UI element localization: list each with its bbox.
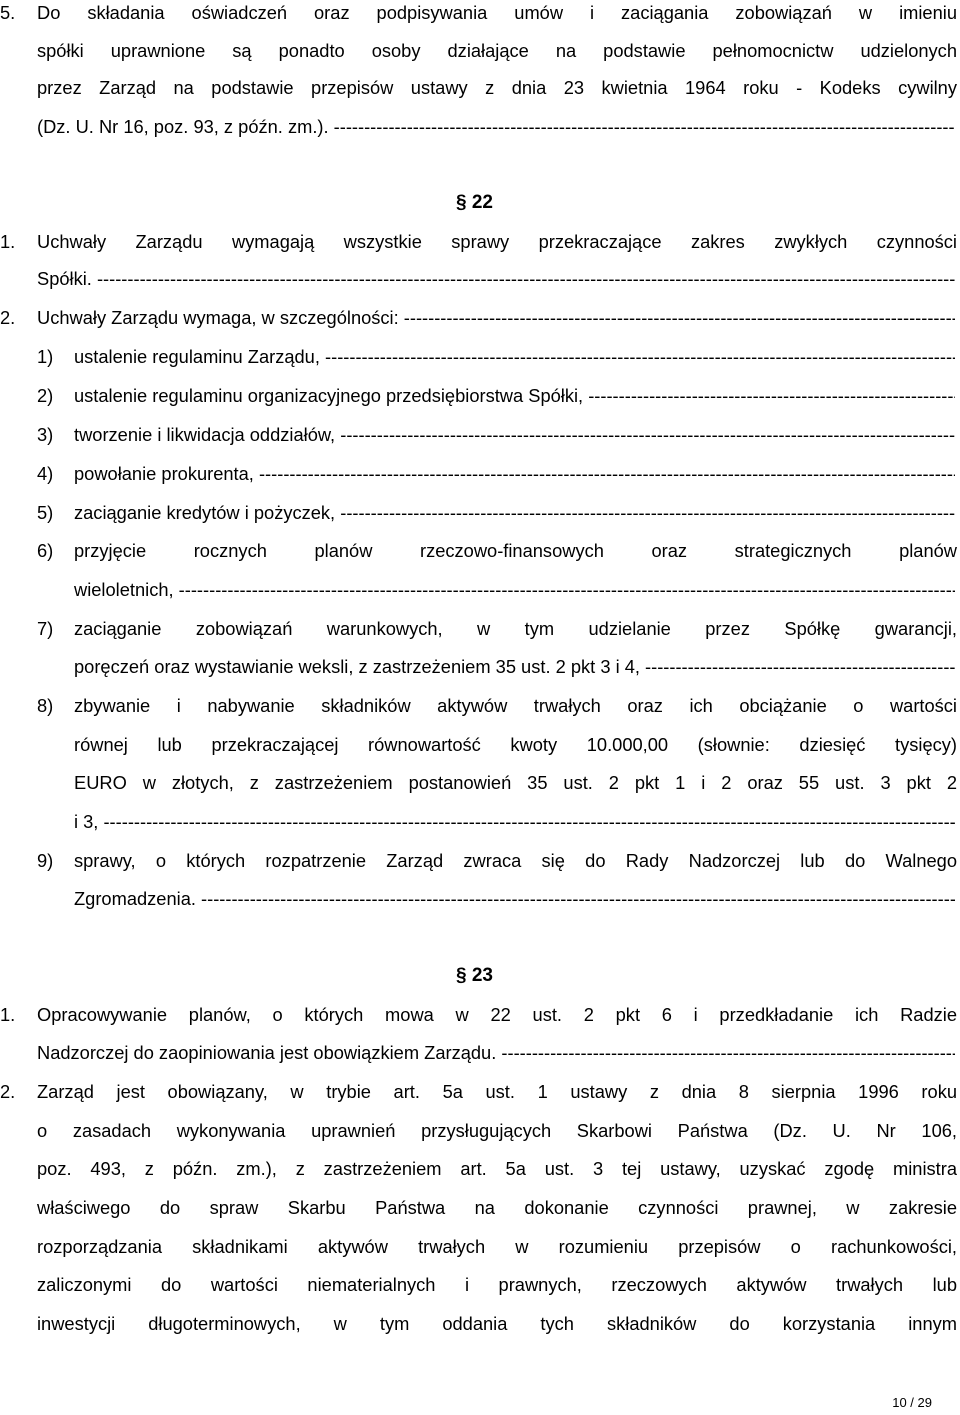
list-item-number: 8) <box>37 695 54 716</box>
list-item: zaciąganie kredytów i pożyczek, ----- <box>74 502 955 524</box>
text-line: Uchwały Zarządu wymaga, w szczególności: ----- <box>37 307 955 329</box>
list-item-number: 2) <box>37 385 54 406</box>
list-item: wieloletnich, ----- <box>74 579 955 601</box>
section-number: 23 <box>471 965 493 986</box>
list-item-number: 9) <box>37 850 54 871</box>
list-item-number: 6) <box>37 540 54 561</box>
text-line: Zarząd jest obowiązany, w trybie art. 5a ust. 1 ustawy z dnia 8 sierpnia 1996 roku <box>37 1081 957 1102</box>
list-item: powołanie prokurenta, ----- <box>74 463 955 485</box>
list-item: tworzenie i likwidacja oddziałów, ----- <box>74 424 955 446</box>
list-item: równej lub przekraczającej równowartość kwoty 10.000,00 (słownie: dziesięć tysięcy) <box>74 734 957 755</box>
paragraph-number: 2. <box>0 1081 16 1102</box>
list-item-number: 4) <box>37 463 54 484</box>
text-line: Uchwały Zarządu wymagają wszystkie sprawy przekraczające zakres zwykłych czynności <box>37 231 957 252</box>
list-item: zbywanie i nabywanie składników aktywów trwałych oraz ich obciążanie o wartości <box>74 695 957 716</box>
paragraph-number: 1. <box>0 1004 16 1025</box>
text-line: przez Zarząd na podstawie przepisów ustawy z dnia 23 kwietnia 1964 roku - Kodeks cywilny <box>37 77 957 98</box>
list-item: i 3, ----- <box>74 811 955 833</box>
paragraph-number: 2. <box>0 307 16 328</box>
text-line: spółki uprawnione są ponadto osoby działające na podstawie pełnomocnictw udzielonych <box>37 40 957 61</box>
text-line: Opracowywanie planów, o których mowa w 22 ust. 2 pkt 6 i przedkładanie ich Radzie <box>37 1004 957 1025</box>
list-item: ustalenie regulaminu Zarządu, ----- <box>74 346 955 368</box>
section-sign: § <box>456 965 467 986</box>
list-item: poręczeń oraz wystawianie weksli, z zastrzeżeniem 35 ust. 2 pkt 3 i 4, ----- <box>74 656 955 678</box>
text-line: Nadzorczej do zaopiniowania jest obowiązkiem Zarządu. ----- <box>37 1042 955 1064</box>
paragraph-number: 1. <box>0 231 16 252</box>
list-item-number: 1) <box>37 346 54 367</box>
section-heading <box>456 192 493 214</box>
list-item: EURO w złotych, z zastrzeżeniem postanowień 35 ust. 2 pkt 1 i 2 oraz 55 ust. 3 pkt 2 <box>74 772 957 793</box>
text-line: rozporządzania składnikami aktywów trwałych w rozumieniu przepisów o rachunkowości, <box>37 1236 957 1257</box>
section-sign: § <box>456 192 467 213</box>
list-item: zaciąganie zobowiązań warunkowych, w tym udzielanie przez Spółkę gwarancji, <box>74 618 957 639</box>
list-item: przyjęcie rocznych planów rzeczowo-finansowych oraz strategicznych planów <box>74 540 957 561</box>
list-item: ustalenie regulaminu organizacyjnego przedsiębiorstwa Spółki, ----- <box>74 385 955 407</box>
text-line: poz. 493, z późn. zm.), z zastrzeżeniem art. 5a ust. 3 tej ustawy, uzyskać zgodę ministra <box>37 1158 957 1179</box>
section-heading <box>456 965 493 987</box>
text-line: właściwego do spraw Skarbu Państwa na dokonanie czynności prawnej, w zakresie <box>37 1197 957 1218</box>
text-line: o zasadach wykonywania uprawnień przysługujących Skarbowi Państwa (Dz. U. Nr 106, <box>37 1120 957 1141</box>
text-line: Do składania oświadczeń oraz podpisywania umów i zaciągania zobowiązań w imieniu <box>37 2 957 23</box>
text-line: Spółki. ----- <box>37 268 955 290</box>
list-item-number: 5) <box>37 502 54 523</box>
page-number: 10 / 29 <box>892 1395 932 1410</box>
list-item: Zgromadzenia. ----- <box>74 888 955 910</box>
section-number: 22 <box>471 192 493 213</box>
list-item-number: 7) <box>37 618 54 639</box>
text-line: (Dz. U. Nr 16, poz. 93, z późn. zm.). ----- <box>37 116 955 138</box>
text-line: zaliczonymi do wartości niematerialnych i prawnych, rzeczowych aktywów trwałych lub <box>37 1274 957 1295</box>
list-item: sprawy, o których rozpatrzenie Zarząd zwraca się do Rady Nadzorczej lub do Walnego <box>74 850 957 871</box>
paragraph-number: 5. <box>0 2 16 23</box>
text-line: inwestycji długoterminowych, w tym oddania tych składników do korzystania innym <box>37 1313 957 1334</box>
list-item-number: 3) <box>37 424 54 445</box>
